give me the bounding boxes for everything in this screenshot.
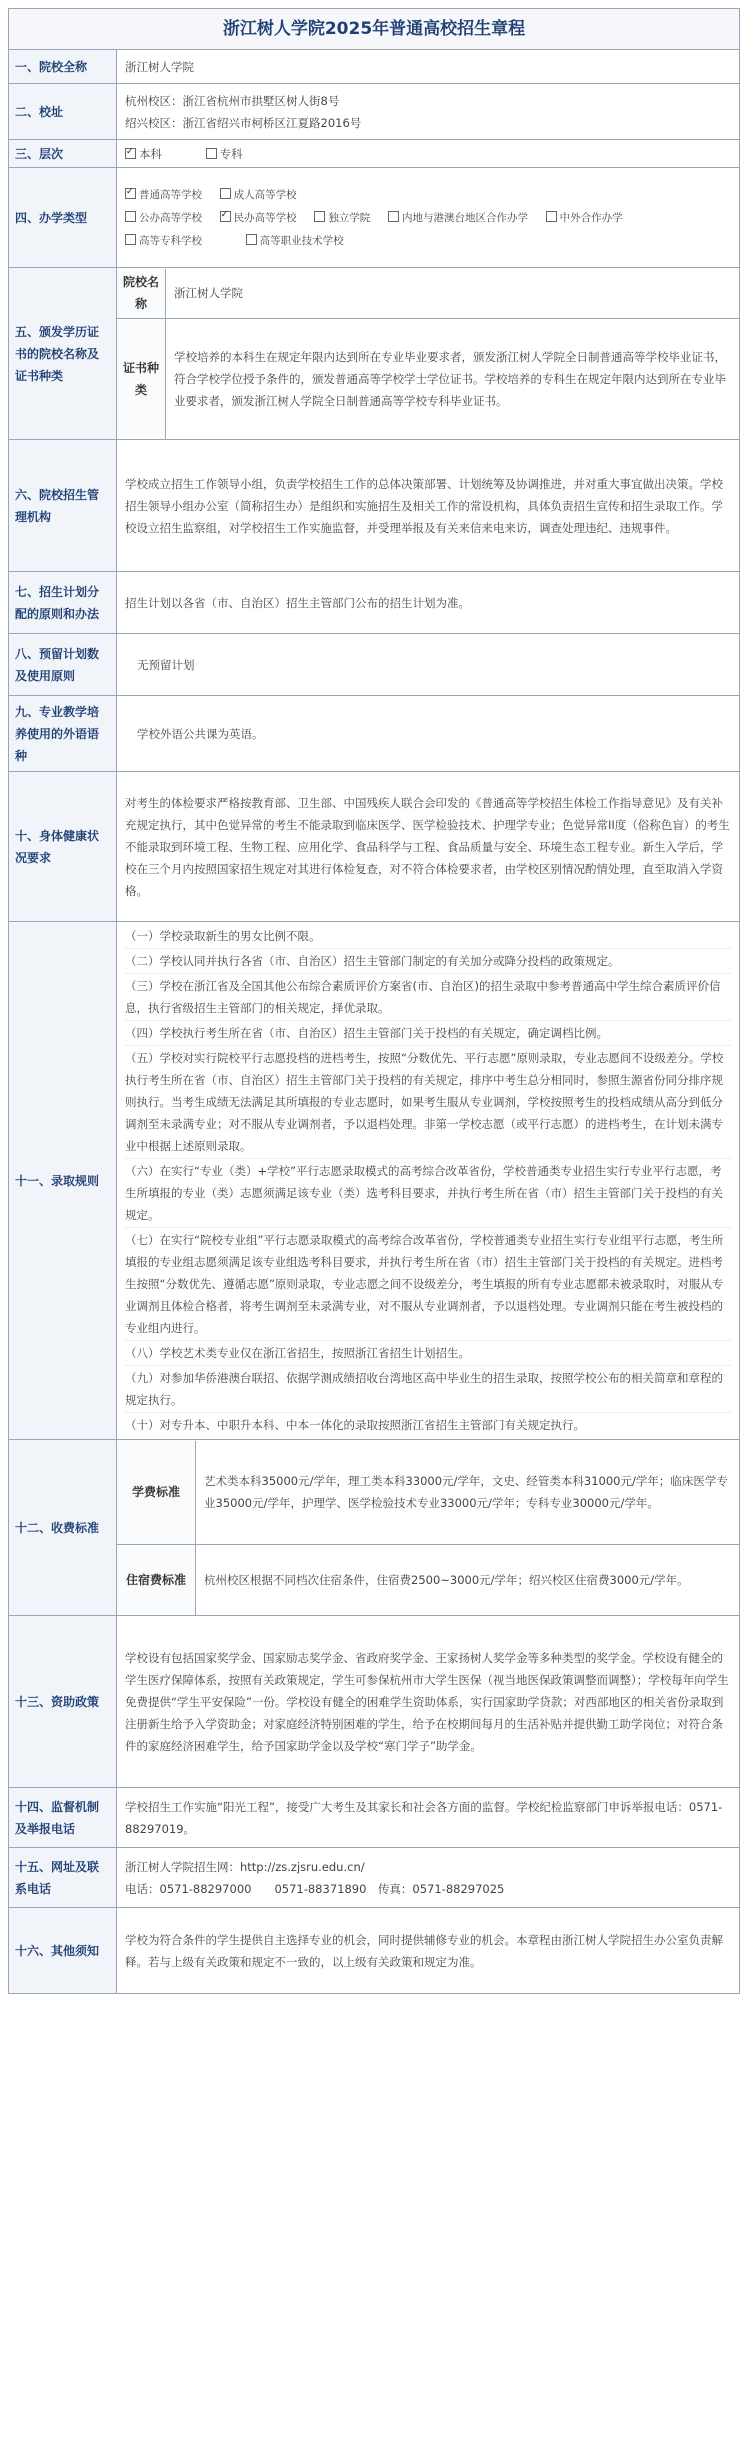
row-admission-rules — [9, 922, 740, 1440]
school-type-options — [117, 168, 740, 268]
fees-subtable — [117, 1441, 739, 1615]
rule-item: （五）学校对实行院校平行志愿投档的进档考生，按照“分数优先、平行志愿”原则录取，专业志愿间不设级差分。学校执行考生所在省（市、自治区）招生主管部门关于投档的有关规定，排序中考生总分相同时，参照生源省份同分排序规则执行。当考生成绩无法满足其所填报的专业志愿时，如果考生服从专业调剂，学校按照考生的投档成绩从高分到低分调剂至未录满专业；对不服从专业调剂者，予以退档处理。非第一学校志愿（或平行志愿）的进档考生，在计划未满专业中根据上述原则录取。 — [125, 1046, 731, 1159]
type-line-1 — [125, 183, 731, 206]
foreign-language-value: 学校外语公共课为英语。 — [117, 696, 740, 772]
row-health-requirements — [9, 772, 740, 922]
row-admission-office — [9, 440, 740, 572]
dorm-fee-sublabel: 住宿费标准 — [117, 1545, 196, 1615]
row-label: 十、身体健康状况要求 — [9, 772, 117, 922]
row-label: 十四、监督机制及举报电话 — [9, 1788, 117, 1848]
fees-subtable-cell — [117, 1440, 740, 1616]
rule-item: （二）学校认同并执行各省（市、自治区）招生主管部门制定的有关加分或降分投档的政策规定。 — [125, 949, 731, 974]
certificate-subtable — [117, 269, 739, 439]
dorm-fee-value: 杭州校区根据不同档次住宿条件，住宿费2500~3000元/学年；绍兴校区住宿费3000元/学年。 — [204, 1572, 689, 1587]
type-line-3 — [125, 229, 731, 252]
checkbox-icon — [246, 234, 257, 245]
rule-item: （九）对参加华侨港澳台联招、依据学测成绩招收台湾地区高中毕业生的招生录取，按照学校公布的相关简章和章程的规定执行。 — [125, 1366, 731, 1413]
row-label: 一、院校全称 — [9, 50, 117, 84]
option-vocational: 高等职业技术学校 — [246, 230, 344, 252]
rule-item: （一）学校录取新生的男女比例不限。 — [125, 924, 731, 949]
row-contact — [9, 1848, 740, 1908]
row-label: 十一、录取规则 — [9, 922, 117, 1440]
row-label: 八、预留计划数及使用原则 — [9, 634, 117, 696]
contact-value — [117, 1848, 740, 1908]
rule-item: （十）对专升本、中职升本科、中本一体化的录取按照浙江省招生主管部门有关规定执行。 — [125, 1418, 585, 1432]
document-title: 浙江树人学院2025年普通高校招生章程 — [8, 8, 740, 49]
row-fees — [9, 1440, 740, 1616]
tuition-sublabel: 学费标准 — [117, 1441, 196, 1545]
checkbox-icon — [206, 148, 217, 159]
contact-phones: 电话：0571-88297000 0571-88371890 传真：0571-88297025 — [125, 1881, 505, 1896]
rule-item: （七）在实行“院校专业组”平行志愿录取模式的高考综合改革省份，学校普通类专业招生实行专业组平行志愿，考生所填报的专业组志愿须满足该专业组选考科目要求，并执行考生所在省（市）招生主管部门关于投档的有关规定。进档考生按照“分数优先、遵循志愿”原则录取，专业志愿之间不设级差分，考生填报的所有专业志愿都未被录取时，对服从专业调剂且体检合格者，将考生调剂至未录满专业，对不服从专业调剂者，予以退档处理。专业调剂只能在考生被投档的专业组内进行。 — [125, 1228, 731, 1341]
row-foreign-language — [9, 696, 740, 772]
row-label: 十三、资助政策 — [9, 1616, 117, 1788]
option-hk-macau-taiwan: 内地与港澳台地区合作办学 — [388, 207, 528, 229]
admission-website-link[interactable]: 浙江树人学院招生网：http://zs.zjsru.edu.cn/ — [125, 1859, 365, 1874]
certificate-type-sublabel: 证书种类 — [117, 319, 166, 439]
address-shaoxing: 绍兴校区：浙江省绍兴市柯桥区江夏路2016号 — [125, 115, 362, 130]
row-label: 二、校址 — [9, 84, 117, 140]
school-name-value: 浙江树人学院 — [117, 50, 740, 84]
option-sino-foreign: 中外合作办学 — [546, 207, 623, 229]
row-label: 九、专业教学培养使用的外语语种 — [9, 696, 117, 772]
option-independent: 独立学院 — [314, 207, 370, 229]
address-hangzhou: 杭州校区：浙江省杭州市拱墅区树人街8号 — [125, 93, 340, 108]
admission-rules-list — [117, 922, 740, 1440]
checkbox-icon — [388, 211, 399, 222]
row-label: 十二、收费标准 — [9, 1440, 117, 1616]
checked-box-icon — [220, 211, 231, 222]
level-options — [117, 140, 740, 168]
row-address — [9, 84, 740, 140]
checkbox-icon — [220, 188, 231, 199]
row-supervision — [9, 1788, 740, 1848]
certificate-type-value: 学校培养的本科生在规定年限内达到所在专业毕业要求者，颁发浙江树人学院全日制普通高等学校毕业证书，符合学校学位授予条件的，颁发普通高等学校学士学位证书。学校培养的专科生在规定年限内达到所在专业毕业要求者，颁发浙江树人学院全日制普通高等学校专科毕业证书。 — [174, 349, 726, 408]
checkbox-icon — [314, 211, 325, 222]
rule-item: （八）学校艺术类专业仅在浙江省招生，按照浙江省招生计划招生。 — [125, 1341, 731, 1366]
row-reserved-plan — [9, 634, 740, 696]
row-other-notes — [9, 1908, 740, 1994]
supervision-value: 学校招生工作实施“阳光工程”，接受广大考生及其家长和社会各方面的监督。学校纪检监察部门申诉举报电话：0571-88297019。 — [117, 1788, 740, 1848]
option-junior-specialized: 高等专科学校 — [125, 230, 202, 252]
row-level — [9, 140, 740, 168]
address-value — [117, 84, 740, 140]
checkbox-icon — [125, 234, 136, 245]
rule-item: （三）学校在浙江省及全国其他公布综合素质评价方案省(市、自治区)的招生录取中参考普通高中学生综合素质评价信息，执行省级招生主管部门的相关规定，择优录取。 — [125, 974, 731, 1021]
option-public: 公办高等学校 — [125, 207, 202, 229]
option-junior-college: 专科 — [206, 143, 243, 165]
school-name-sublabel: 院校名称 — [117, 269, 166, 319]
certificate-subtable-cell — [117, 268, 740, 440]
row-label: 五、颁发学历证书的院校名称及证书种类 — [9, 268, 117, 440]
row-label: 四、办学类型 — [9, 168, 117, 268]
row-label: 十六、其他须知 — [9, 1908, 117, 1994]
admission-office-value: 学校成立招生工作领导小组，负责学校招生工作的总体决策部署、计划统筹及协调推进，并对重大事宜做出决策。学校招生领导小组办公室（简称招生办）是组织和实施招生及相关工作的常设机构，具体负责招生宣传和招生录取工作。学校设立招生监察组，对学校招生工作实施监督，并受理举报及有关来信来电来访，调查处理违纪、违规事件。 — [117, 440, 740, 572]
checkbox-icon — [125, 211, 136, 222]
row-plan-allocation — [9, 572, 740, 634]
rule-item: （四）学校执行考生所在省（市、自治区）招生主管部门关于投档的有关规定，确定调档比例。 — [125, 1021, 731, 1046]
rule-item: （六）在实行“专业（类）+学校”平行志愿录取模式的高考综合改革省份，学校普通类专业招生实行专业平行志愿，考生所填报的专业（类）志愿须满足该专业（类）选考科目要求，并执行考生所在省（市）招生主管部门关于投档的有关规定。 — [125, 1159, 731, 1228]
other-notes-value: 学校为符合条件的学生提供自主选择专业的机会，同时提供辅修专业的机会。本章程由浙江树人学院招生办公室负责解释。若与上级有关政策和规定不一致的，以上级有关政策和规定为准。 — [117, 1908, 740, 1994]
reserved-plan-value: 无预留计划 — [117, 634, 740, 696]
health-requirements-value: 对考生的体检要求严格按教育部、卫生部、中国残疾人联合会印发的《普通高等学校招生体检工作指导意见》及有关补充规定执行，其中色觉异常的考生不能录取到临床医学、医学检验技术、护理学专业；色觉异常II度（俗称色盲）的考生不能录取到环境工程、生物工程、应用化学、食品科学与工程、食品质量与安全、环境生态工程专业。新生入学后，学校在三个月内按照国家招生规定对其进行体检复查，对不符合体检要求者，由学校区别情况酌情处理，直至取消入学资格。 — [117, 772, 740, 922]
row-certificate — [9, 268, 740, 440]
school-name-subvalue: 浙江树人学院 — [166, 269, 740, 319]
checked-box-icon — [125, 188, 136, 199]
admission-charter-document — [8, 8, 740, 1994]
row-label: 六、院校招生管理机构 — [9, 440, 117, 572]
row-label: 七、招生计划分配的原则和办法 — [9, 572, 117, 634]
row-financial-aid — [9, 1616, 740, 1788]
option-private: ✓ 民办高等学校 — [220, 207, 297, 229]
type-line-2 — [125, 206, 731, 229]
checked-box-icon — [125, 148, 136, 159]
row-label: 三、层次 — [9, 140, 117, 168]
tuition-value: 艺术类本科35000元/学年，理工类本科33000元/学年，文史、经管类本科31000元/学年；临床医学专业35000元/学年，护理学、医学检验技术专业33000元/学年；专科专业30000元/学年。 — [196, 1441, 740, 1545]
plan-allocation-value: 招生计划以各省（市、自治区）招生主管部门公布的招生计划为准。 — [117, 572, 740, 634]
option-undergraduate: ✓ 本科 — [125, 143, 162, 165]
option-adult-college: 成人高等学校 — [220, 184, 297, 206]
checkbox-icon — [546, 211, 557, 222]
financial-aid-value: 学校设有包括国家奖学金、国家励志奖学金、省政府奖学金、王家扬树人奖学金等多种类型的奖学金。学校设有健全的学生医疗保障体系，按照有关政策规定，学生可参保杭州市大学生医保（视当地医保政策调整而调整）；学校每年向学生免费提供“学生平安保险”一份。学校设有健全的困难学生资助体系，实行国家助学贷款；对西部地区的相关省份录取到注册新生给予入学资助金；对家庭经济特别困难的学生，给予在校期间每月的生活补贴并提供勤工助学岗位；对符合条件的家庭经济困难学生，给予国家助学金以及学校“寒门学子”助学金。 — [117, 1616, 740, 1788]
row-school-name — [9, 50, 740, 84]
option-regular-college: ✓普通高等学校 — [125, 184, 202, 206]
row-school-type — [9, 168, 740, 268]
row-label: 十五、网址及联系电话 — [9, 1848, 117, 1908]
charter-table — [8, 49, 740, 1994]
